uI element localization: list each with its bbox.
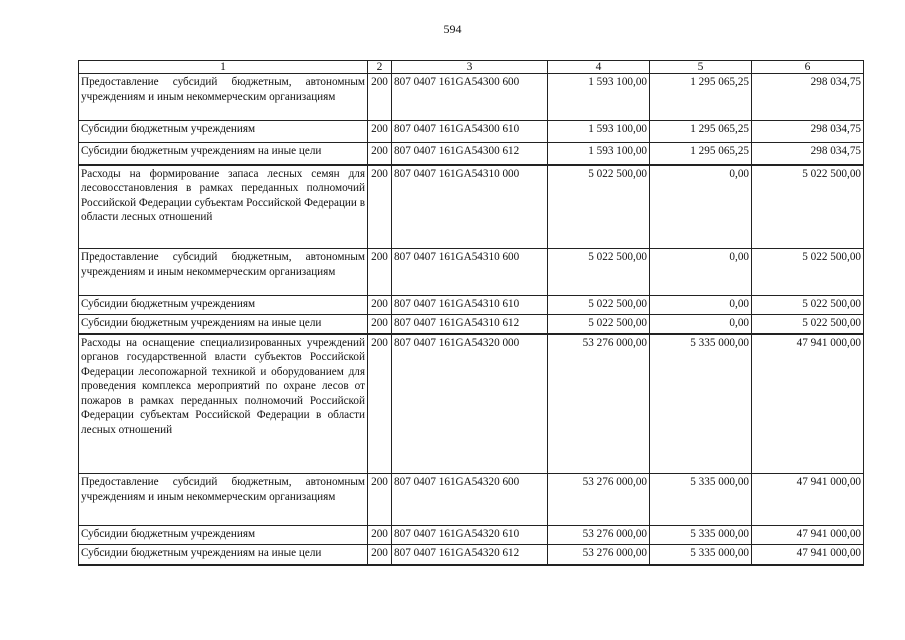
row-col4: 1 593 100,00: [548, 121, 650, 143]
row-col5: 0,00: [650, 296, 752, 315]
row-name: Предоставление субсидий бюджетным, автономным учреждениям и иным некоммерческим организациям: [79, 74, 368, 121]
row-col2: 200: [368, 474, 392, 526]
table-row: [79, 249, 864, 296]
row-col2: 200: [368, 121, 392, 143]
row-col2: 200: [368, 545, 392, 565]
row-name: Предоставление субсидий бюджетным, автономным учреждениям и иным некоммерческим организациям: [79, 474, 368, 526]
row-col2: 200: [368, 249, 392, 296]
row-name: Субсидии бюджетным учреждениям: [79, 121, 368, 143]
row-col2: 200: [368, 296, 392, 315]
table-row: [79, 296, 864, 315]
row-col6: 47 941 000,00: [752, 526, 864, 545]
row-col2: 200: [368, 315, 392, 334]
row-col5: 1 295 065,25: [650, 143, 752, 165]
row-col5: 1 295 065,25: [650, 121, 752, 143]
row-col2: 200: [368, 143, 392, 165]
row-col4: 53 276 000,00: [548, 474, 650, 526]
budget-table: [78, 60, 864, 566]
row-name: Расходы на формирование запаса лесных семян для лесовосстановления в рамках переданных полномочий Российской Федерации субъектам Российской Федерации в области лесных отношений: [79, 165, 368, 249]
row-code: 807 0407 161GA54310 000: [392, 165, 548, 249]
row-col4: 1 593 100,00: [548, 74, 650, 121]
table-row: [79, 74, 864, 121]
header-row: [79, 61, 864, 74]
row-col6: 5 022 500,00: [752, 296, 864, 315]
row-name: Субсидии бюджетным учреждениям: [79, 296, 368, 315]
row-col2: 200: [368, 74, 392, 121]
row-code: 807 0407 161GA54320 612: [392, 545, 548, 565]
row-col4: 5 022 500,00: [548, 296, 650, 315]
row-col6: 47 941 000,00: [752, 545, 864, 565]
header-col-6: 6: [752, 61, 864, 74]
table-row: [79, 315, 864, 334]
header-col-3: 3: [392, 61, 548, 74]
row-code: 807 0407 161GA54320 610: [392, 526, 548, 545]
row-col2: 200: [368, 334, 392, 474]
row-col4: 5 022 500,00: [548, 249, 650, 296]
row-code: 807 0407 161GA54320 600: [392, 474, 548, 526]
row-col6: 47 941 000,00: [752, 334, 864, 474]
row-col6: 298 034,75: [752, 143, 864, 165]
row-col6: 5 022 500,00: [752, 315, 864, 334]
header-col-1: 1: [79, 61, 368, 74]
row-col2: 200: [368, 526, 392, 545]
row-name: Предоставление субсидий бюджетным, автономным учреждениям и иным некоммерческим организациям: [79, 249, 368, 296]
row-name: Субсидии бюджетным учреждениям: [79, 526, 368, 545]
row-code: 807 0407 161GA54310 610: [392, 296, 548, 315]
row-col5: 0,00: [650, 315, 752, 334]
row-col4: 53 276 000,00: [548, 526, 650, 545]
row-code: 807 0407 161GA54300 610: [392, 121, 548, 143]
table-row: [79, 474, 864, 526]
row-col6: 5 022 500,00: [752, 165, 864, 249]
row-col4: 5 022 500,00: [548, 165, 650, 249]
row-code: 807 0407 161GA54310 600: [392, 249, 548, 296]
row-col5: 5 335 000,00: [650, 474, 752, 526]
table-row: [79, 121, 864, 143]
row-col2: 200: [368, 165, 392, 249]
row-code: 807 0407 161GA54310 612: [392, 315, 548, 334]
header-col-2: 2: [368, 61, 392, 74]
row-col5: 1 295 065,25: [650, 74, 752, 121]
row-col6: 298 034,75: [752, 121, 864, 143]
page-number: 594: [443, 22, 462, 36]
table-row: [79, 143, 864, 165]
row-name: Субсидии бюджетным учреждениям на иные цели: [79, 143, 368, 165]
row-code: 807 0407 161GA54300 600: [392, 74, 548, 121]
table-row: [79, 334, 864, 474]
row-col4: 5 022 500,00: [548, 315, 650, 334]
row-col5: 5 335 000,00: [650, 526, 752, 545]
row-col6: 47 941 000,00: [752, 474, 864, 526]
row-name: Расходы на оснащение специализированных учреждений органов государственной власти субъектов Российской Федерации лесопожарной техникой и оборудованием для проведения комплекса мероприятий по охране лесов от пожаров в рамках переданных полномочий Российской Федерации субъектам Российской Федерации в области лесных отношений: [79, 334, 368, 474]
row-code: 807 0407 161GA54320 000: [392, 334, 548, 474]
row-col4: 53 276 000,00: [548, 334, 650, 474]
row-name: Субсидии бюджетным учреждениям на иные цели: [79, 545, 368, 565]
table-row: [79, 545, 864, 565]
row-col4: 1 593 100,00: [548, 143, 650, 165]
row-col5: 5 335 000,00: [650, 334, 752, 474]
row-col5: 0,00: [650, 165, 752, 249]
header-col-5: 5: [650, 61, 752, 74]
row-col6: 298 034,75: [752, 74, 864, 121]
table-row: [79, 526, 864, 545]
row-col5: 5 335 000,00: [650, 545, 752, 565]
row-name: Субсидии бюджетным учреждениям на иные цели: [79, 315, 368, 334]
row-code: 807 0407 161GA54300 612: [392, 143, 548, 165]
row-col4: 53 276 000,00: [548, 545, 650, 565]
header-col-4: 4: [548, 61, 650, 74]
table-row: [79, 165, 864, 249]
row-col5: 0,00: [650, 249, 752, 296]
row-col6: 5 022 500,00: [752, 249, 864, 296]
